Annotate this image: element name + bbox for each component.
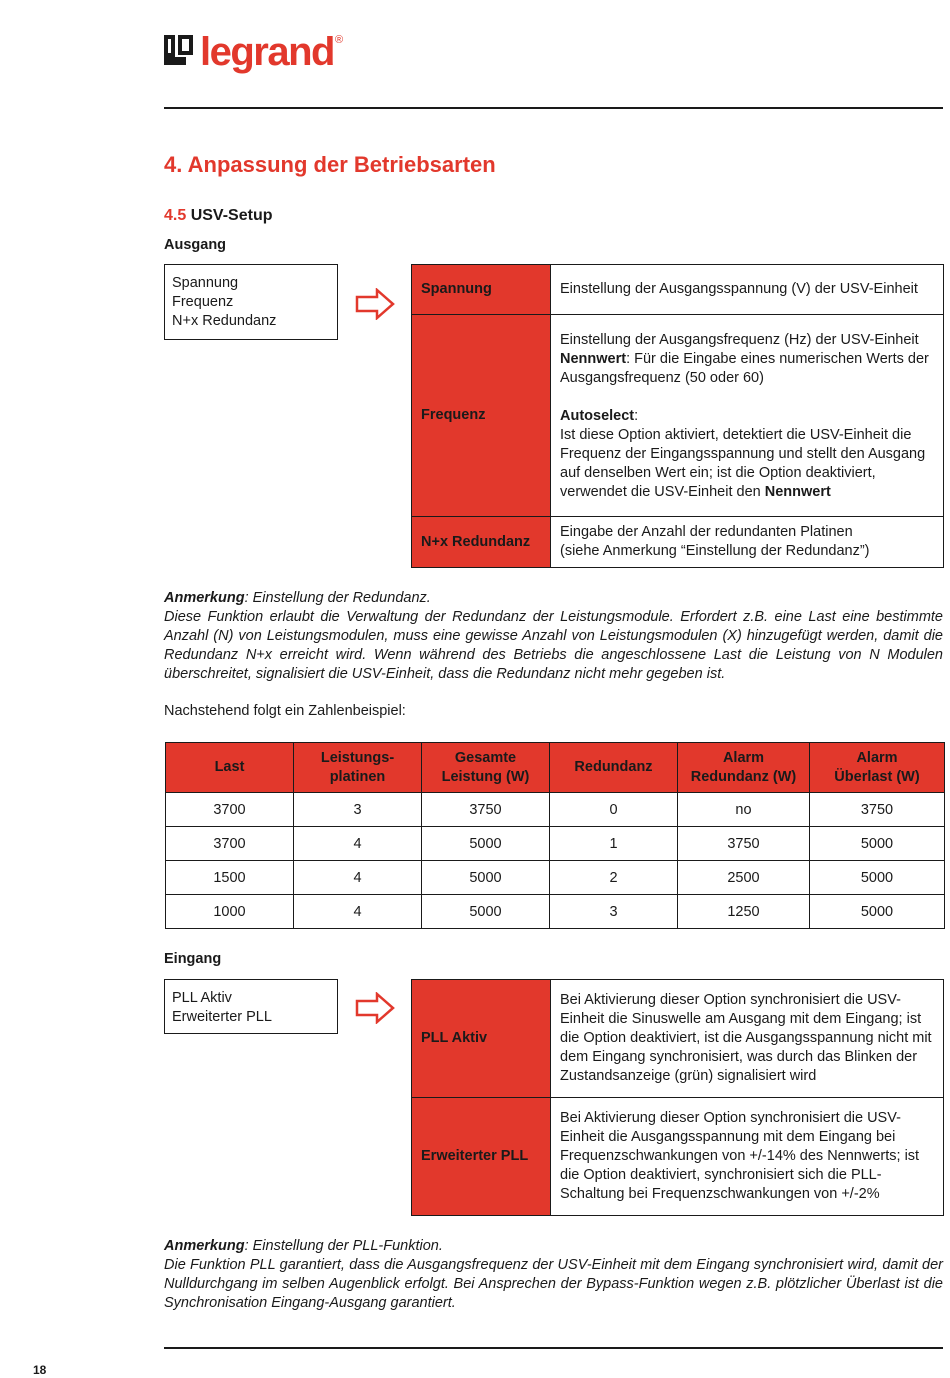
table-cell: 5000 [810, 895, 945, 929]
note-pll [164, 1237, 943, 1313]
frequenz-line1: Einstellung der Ausgangsfrequenz (Hz) der USV-Einheit [560, 332, 919, 348]
menu-item-redundanz: N+x Redundanz [172, 313, 277, 329]
table-cell: 3750 [422, 793, 550, 827]
table-row [166, 861, 945, 895]
table-cell: 4 [294, 861, 422, 895]
example-intro: Nachstehend folgt ein Zahlenbeispiel: [164, 703, 406, 719]
redundanz-line2: (siehe Anmerkung “Einstellung der Redundanz”) [560, 543, 870, 559]
redundanz-line1: Eingabe der Anzahl der redundanten Platinen [560, 524, 853, 540]
section-heading [164, 207, 273, 225]
note-redundanz-title [164, 589, 943, 608]
column-header: Leistungs- platinen [294, 743, 422, 793]
autoselect-colon: : [634, 408, 639, 424]
example-table [165, 742, 945, 929]
autoselect-text: Ist diese Option aktiviert, detektiert die USV-Einheit die Frequenz der Eingangsspannung und stellt den Ausgang auf denselben Wert ein; ist die Option deaktiviert, verwendet die USV-Einheit den [560, 427, 926, 500]
note-title: : Einstellung der Redundanz. [244, 590, 431, 606]
section-number: 4.5 [164, 207, 187, 224]
table-cell: 3 [550, 895, 678, 929]
table-row [412, 265, 944, 315]
note-title: : Einstellung der PLL-Funktion. [244, 1238, 443, 1254]
table-cell: 1 [550, 827, 678, 861]
outline-arrow-right-icon [355, 288, 395, 320]
table-cell: 5000 [422, 827, 550, 861]
table-cell: 1250 [678, 895, 810, 929]
frequenz-autoselect-heading [560, 407, 934, 426]
table-cell: no [678, 793, 810, 827]
table-cell: 3 [294, 793, 422, 827]
row-key-pll: PLL Aktiv [412, 980, 551, 1098]
table-cell: 5000 [422, 895, 550, 929]
table-cell: 5000 [422, 861, 550, 895]
table-cell: 3750 [678, 827, 810, 861]
column-header: Alarm Überlast (W) [810, 743, 945, 793]
section-title: USV-Setup [190, 207, 273, 224]
note-label: Anmerkung [164, 1238, 245, 1254]
brand-name: legrand [200, 30, 334, 74]
autoselect-label: Autoselect [560, 408, 635, 424]
column-header: Last [166, 743, 294, 793]
table-row [412, 980, 944, 1098]
row-key-erweiterter-pll: Erweiterter PLL [412, 1098, 551, 1216]
column-header: Gesamte Leistung (W) [422, 743, 550, 793]
table-cell: 1000 [166, 895, 294, 929]
eingang-definition-table [411, 979, 944, 1216]
table-row [166, 793, 945, 827]
row-key-redundanz: N+x Redundanz [412, 517, 551, 568]
row-value-spannung: Einstellung der Ausgangsspannung (V) der USV-Einheit [551, 265, 944, 315]
frequenz-nennwert [560, 350, 934, 388]
row-key-frequenz: Frequenz [412, 315, 551, 517]
table-row [412, 517, 944, 568]
table-cell: 2 [550, 861, 678, 895]
table-cell: 5000 [810, 861, 945, 895]
column-header: Alarm Redundanz (W) [678, 743, 810, 793]
table-cell: 3700 [166, 827, 294, 861]
table-cell: 4 [294, 827, 422, 861]
table-row [412, 315, 944, 517]
frequenz-autoselect-text [560, 426, 934, 502]
table-cell: 0 [550, 793, 678, 827]
nennwert-text: : Für die Eingabe eines numerischen Werts der Ausgangsfrequenz (50 oder 60) [560, 351, 929, 386]
row-key-spannung: Spannung [412, 265, 551, 315]
outline-arrow-right-icon [355, 992, 395, 1024]
table-cell: 1500 [166, 861, 294, 895]
brand-logo [164, 32, 343, 76]
note-label: Anmerkung [164, 590, 245, 606]
row-value-pll: Bei Aktivierung dieser Option synchronisiert die USV-Einheit die Sinuswelle am Ausgang mit dem Eingang; ist die Option deaktiviert, ist die Ausgangsspannung nicht mit dem Eingang synchronisiert, was durch das Blinken der Zustandsanzeige (grün) signalisiert wird [551, 980, 944, 1098]
note-pll-text: Die Funktion PLL garantiert, dass die Ausgangsfrequenz der USV-Einheit mit dem Eingang synchronisiert wird, damit der Nulldurchgang im selben Augenblick erfolgt. Bei Ansprechen der Bypass-Funktion wegen z.B. plötzlicher Überlast ist die Synchronisation Eingang-Ausgang garantiert. [164, 1257, 943, 1311]
ausgang-menu-box [164, 264, 338, 340]
table-row [166, 895, 945, 929]
menu-item-erweiterter-pll: Erweiterter PLL [172, 1009, 272, 1025]
row-value-redundanz [551, 517, 944, 568]
eingang-menu-box [164, 979, 338, 1034]
note-redundanz-text: Diese Funktion erlaubt die Verwaltung der Redundanz der Leistungsmodule. Erfordert z.B. eine Last eine bestimmte Anzahl (N) von Leistungsmodulen, muss eine gewisse Anzahl von Leistungsmodulen (X) hinzugefügt werden, damit die Redundanz N+x erreicht wird. Wenn während des Betriebs die angeschlossene Last die Leistung von N Modulen überschreitet, signalisiert die USV-Einheit, dass die Redundanz nicht mehr gegeben ist. [164, 609, 943, 682]
ausgang-heading: Ausgang [164, 237, 227, 253]
table-header-row [166, 743, 945, 793]
nennwert-label: Nennwert [560, 351, 627, 367]
table-cell: 4 [294, 895, 422, 929]
table-row [412, 1098, 944, 1216]
note-redundanz [164, 589, 943, 684]
table-row [166, 827, 945, 861]
ausgang-definition-table [411, 264, 944, 568]
header-rule [164, 107, 943, 109]
footer-rule [164, 1347, 943, 1349]
legrand-logo-icon [164, 32, 194, 68]
table-cell: 2500 [678, 861, 810, 895]
page-number: 18 [33, 1363, 47, 1377]
row-value-erweiterter-pll: Bei Aktivierung dieser Option synchronisiert die USV-Einheit die Ausgangsspannung mit dem Eingang bei Frequenzschwankungen von +/-14% des Nennwerts; ist die Option deaktiviert, synchronisiert sich die PLL-Schaltung bei Frequenzschwankungen von +/-2% [551, 1098, 944, 1216]
chapter-heading: 4. Anpassung der Betriebsarten [164, 152, 496, 177]
column-header: Redundanz [550, 743, 678, 793]
table-cell: 3750 [810, 793, 945, 827]
menu-item-pll: PLL Aktiv [172, 990, 232, 1006]
brand-registered-mark: ® [334, 34, 344, 46]
row-value-frequenz [551, 315, 944, 517]
table-cell: 3700 [166, 793, 294, 827]
table-cell: 5000 [810, 827, 945, 861]
eingang-heading: Eingang [164, 951, 222, 967]
autoselect-end: Nennwert [764, 484, 831, 500]
menu-item-frequenz: Frequenz [172, 294, 234, 310]
note-pll-title [164, 1237, 943, 1256]
menu-item-spannung: Spannung [172, 275, 239, 291]
